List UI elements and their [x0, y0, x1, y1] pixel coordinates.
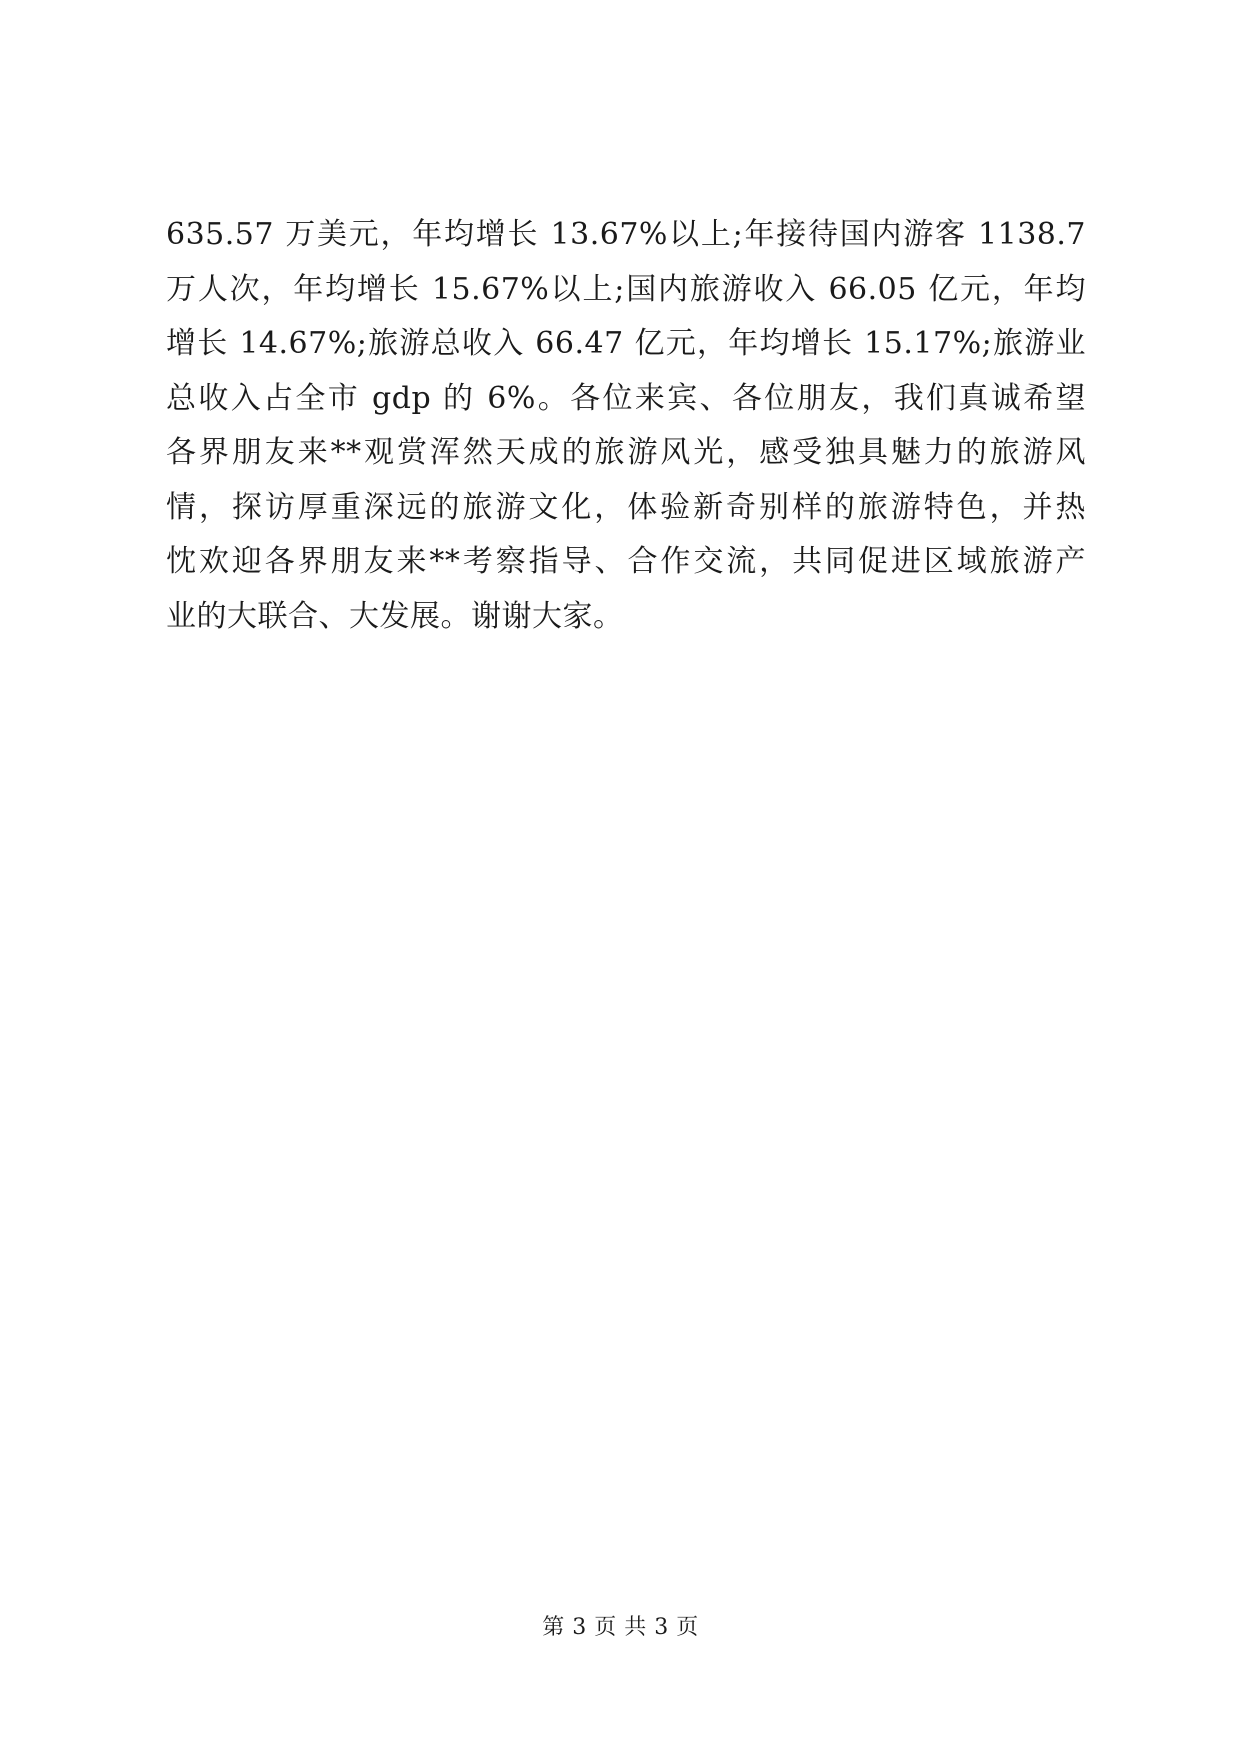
text-line: 各界朋友来**观赏浑然天成的旅游风光，感受独具魅力的旅游风: [166, 435, 1086, 470]
text-line: 万人次，年均增长 15.67%以上;国内旅游收入 66.05 亿元，年均: [166, 271, 1086, 307]
text-line: 总收入占全市 gdp 的 6%。各位来宾、各位朋友，我们真诚希望: [166, 380, 1086, 416]
text-line: 增长 14.67%;旅游总收入 66.47 亿元，年均增长 15.17%;旅游业: [166, 326, 1086, 361]
text-line: 情，探访厚重深远的旅游文化，体验新奇别样的旅游特色，并热: [166, 489, 1086, 525]
page-number-footer: 第 3 页 共 3 页: [542, 1615, 699, 1640]
body-paragraph: [166, 208, 1086, 644]
text-line: 业的大联合、大发展。谢谢大家。: [166, 598, 624, 634]
text-line: 忱欢迎各界朋友来**考察指导、合作交流，共同促进区域旅游产: [166, 544, 1086, 579]
text-line: 635.57 万美元，年均增长 13.67%以上;年接待国内游客 1138.7: [166, 217, 1086, 252]
